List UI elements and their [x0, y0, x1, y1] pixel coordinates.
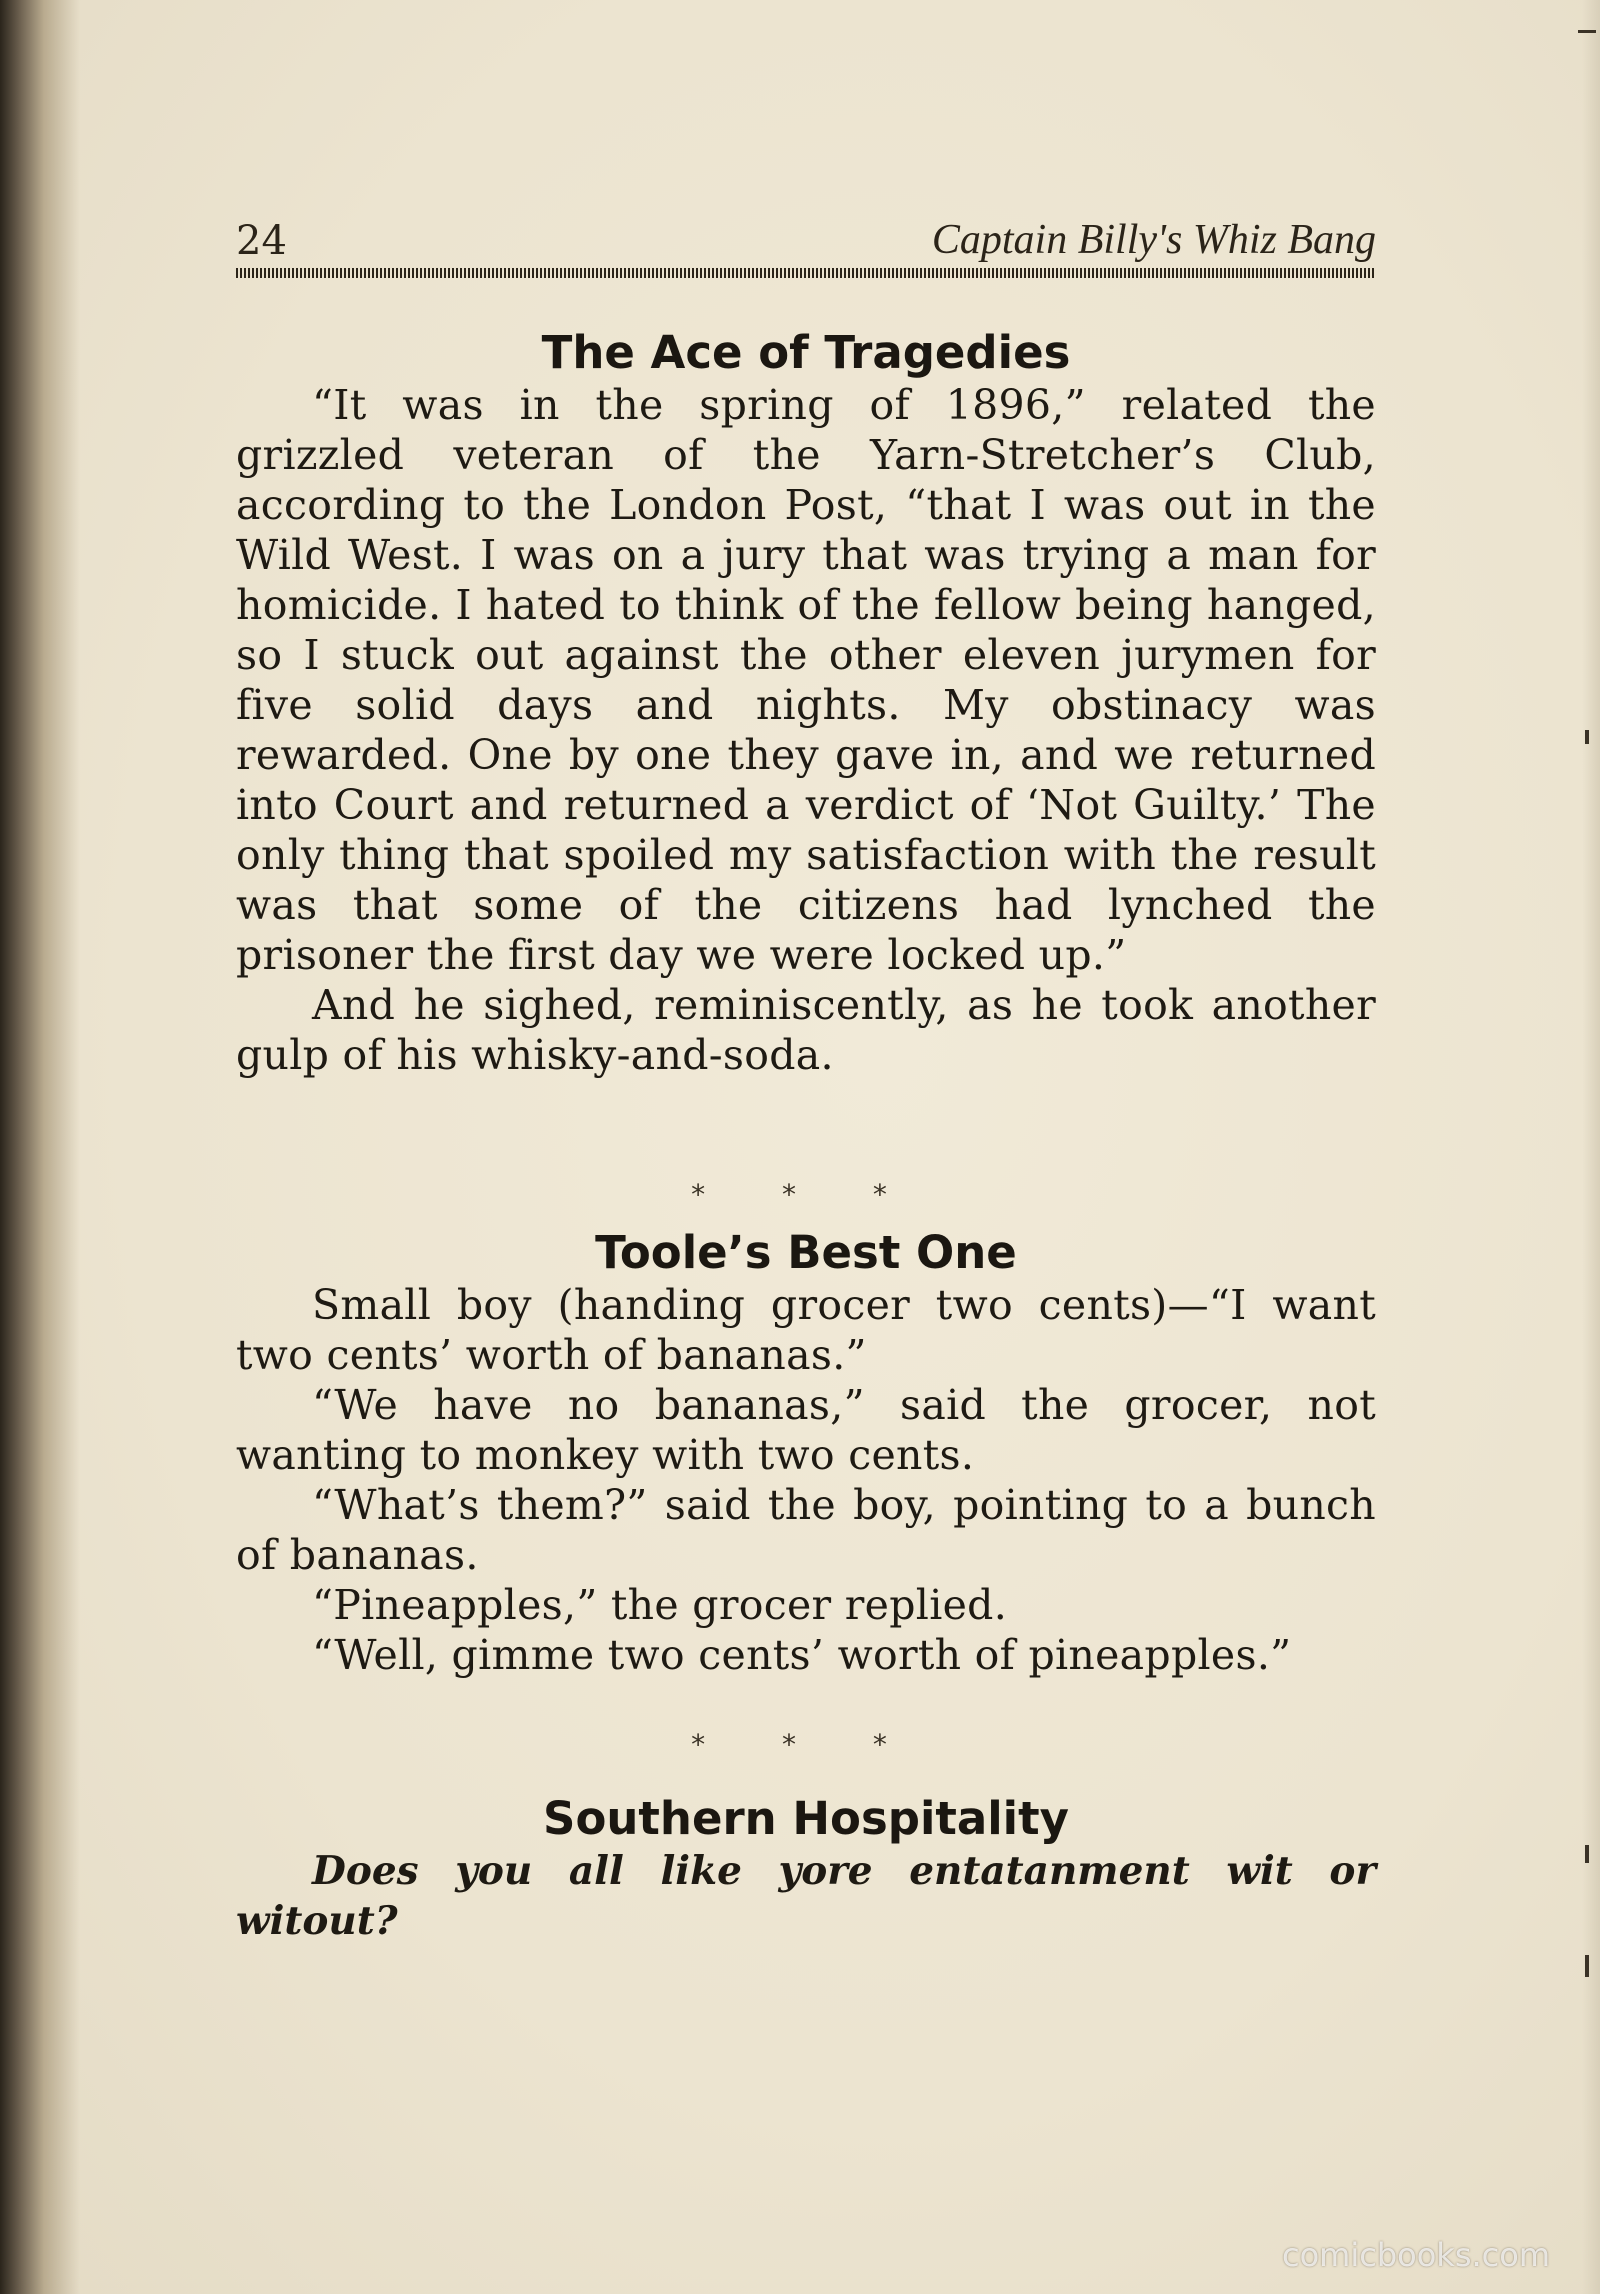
article-headline: The Ace of Tragedies: [541, 326, 1071, 379]
article-paragraph: Does you all like yore entatanment wit or witout?: [236, 1848, 1376, 1944]
page-number: 24: [236, 218, 287, 264]
article-southern-hospitality: [236, 1792, 1376, 1946]
article-paragraph: “Well, gimme two cents’ worth of pineapples.”: [312, 1631, 1292, 1679]
page-edge: [1582, 0, 1600, 2294]
scan-mark: [1585, 1845, 1589, 1863]
scan-mark: [1585, 1955, 1589, 1977]
scan-mark: [1585, 730, 1589, 744]
article-paragraph: “Pineapples,” the grocer replied.: [312, 1581, 1008, 1629]
running-title: Captain Billy's Whiz Bang: [931, 217, 1376, 263]
section-divider: * * *: [691, 1178, 921, 1211]
page-header: [236, 212, 1376, 262]
article-tooles-best-one: [236, 1226, 1376, 1680]
article-ace-of-tragedies: [236, 326, 1376, 1080]
article-headline: Toole’s Best One: [595, 1226, 1017, 1279]
article-paragraph: Small boy (handing grocer two cents)—“I want two cents’ worth of bananas.”: [236, 1281, 1376, 1379]
article-paragraph: “It was in the spring of 1896,” related the grizzled veteran of the Yarn-Stretcher’s Club, according to the London Post, “that I was out in the Wild West. I was on a jury that was trying a man for homicide. I hated to think of the fellow being hanged, so I stuck out against the other eleven jurymen for five solid days and nights. My obstinacy was rewarded. One by one they gave in, and we returned into Court and returned a verdict of ‘Not Guilty.’ The only thing that spoiled my satisfaction with the result was that some of the citizens had lynched the prisoner the first day we were locked up.”: [236, 381, 1376, 979]
header-rule: [236, 268, 1376, 278]
watermark: comicbooks.com: [1281, 2236, 1550, 2274]
article-paragraph: And he sighed, reminiscently, as he took another gulp of his whisky-and-soda.: [236, 981, 1376, 1079]
article-paragraph: “We have no bananas,” said the grocer, not wanting to monkey with two cents.: [236, 1381, 1376, 1479]
binding-shadow: [0, 0, 80, 2294]
section-divider: * * *: [691, 1728, 921, 1761]
article-headline: Southern Hospitality: [543, 1792, 1069, 1845]
scan-mark: [1578, 30, 1596, 33]
article-paragraph: “What’s them?” said the boy, pointing to a bunch of bananas.: [236, 1481, 1376, 1579]
